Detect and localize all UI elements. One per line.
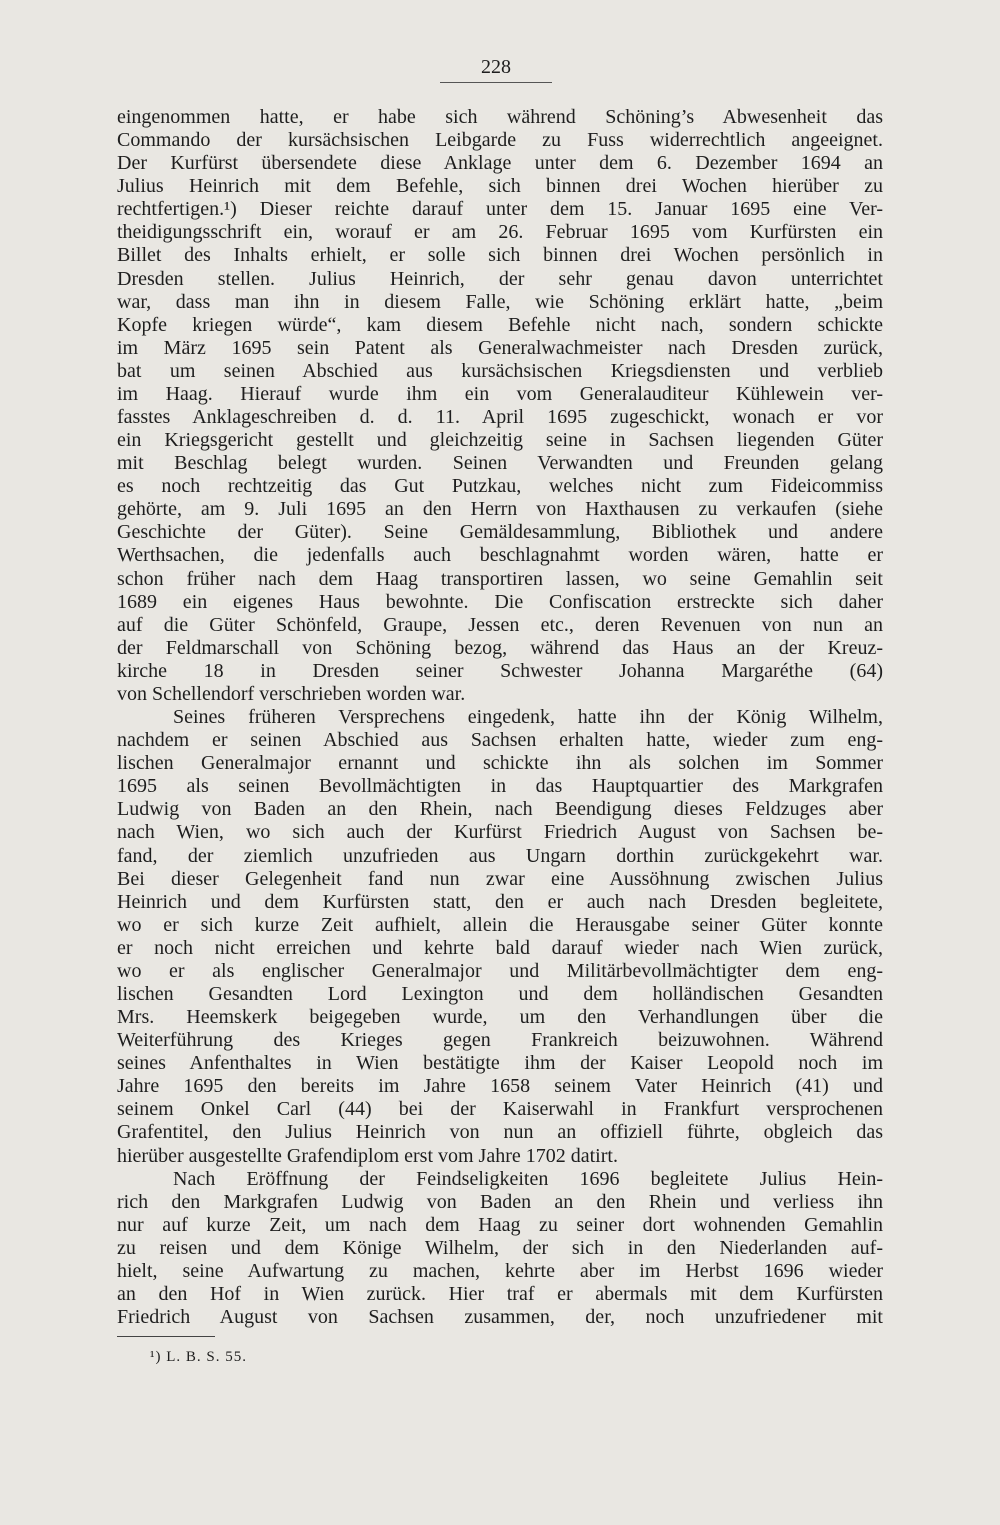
text-line: Billet des Inhalts erhielt, er solle sich binnen drei Wochen persönlich in: [117, 244, 883, 267]
text-line: war, dass man ihn in diesem Falle, wie Schöning erklärt hatte, „beim: [117, 290, 883, 313]
text-line: nachdem er seinen Abschied aus Sachsen erhalten hatte, wieder zum eng-: [117, 729, 883, 752]
text-line: Seines früheren Versprechens eingedenk, hatte ihn der König Wilhelm,: [173, 706, 883, 729]
text-line: ein Kriegsgericht gestellt und gleichzeitig seine in Sachsen liegenden Güter: [117, 429, 883, 452]
text-line: hielt, seine Aufwartung zu machen, kehrte aber im Herbst 1696 wieder: [117, 1259, 883, 1282]
text-line: auf die Güter Schönfeld, Graupe, Jessen etc., deren Revenuen von nun an: [117, 613, 883, 636]
text-line: kirche 18 in Dresden seiner Schwester Johanna Margaréthe (64): [117, 659, 883, 682]
text-line: wo er sich kurze Zeit aufhielt, allein die Herausgabe seiner Güter konnte: [117, 913, 883, 936]
text-line: Nach Eröffnung der Feindseligkeiten 1696 begleitete Julius Hein-: [173, 1167, 883, 1190]
text-line: schon früher nach dem Haag transportiren lassen, wo seine Gemahlin seit: [117, 567, 883, 590]
text-line: der Feldmarschall von Schöning bezog, während das Haus an der Kreuz-: [117, 636, 883, 659]
text-line: hierüber ausgestellte Grafendiplom erst vom Jahre 1702 datirt.: [117, 1144, 618, 1167]
text-line: fand, der ziemlich unzufrieden aus Ungarn dorthin zurückgekehrt war.: [117, 844, 883, 867]
text-line: an den Hof in Wien zurück. Hier traf er abermals mit dem Kurfürsten: [117, 1282, 883, 1305]
text-line: nach Wien, wo sich auch der Kurfürst Friedrich August von Sachsen be-: [117, 821, 883, 844]
text-line: 1689 ein eigenes Haus bewohnte. Die Confiscation erstreckte sich daher: [117, 590, 883, 613]
header-rule: [440, 82, 552, 83]
footnote: ¹) L. B. S. 55.: [150, 1349, 248, 1365]
text-line: Der Kurfürst übersendete diese Anklage unter dem 6. Dezember 1694 an: [117, 152, 883, 175]
text-line: seinem Onkel Carl (44) bei der Kaiserwahl in Frankfurt versprochenen: [117, 1098, 883, 1121]
text-line: im März 1695 sein Patent als Generalwachmeister nach Dresden zurück,: [117, 336, 883, 359]
text-line: lischen Gesandten Lord Lexington und dem holländischen Gesandten: [117, 982, 883, 1005]
text-line: Weiterführung des Krieges gegen Frankreich beizuwohnen. Während: [117, 1029, 883, 1052]
text-line: Werthsachen, die jedenfalls auch beschlagnahmt worden wären, hatte er: [117, 544, 883, 567]
text-line: 1695 als seinen Bevollmächtigten in das Hauptquartier des Markgrafen: [117, 775, 883, 798]
text-line: wo er als englischer Generalmajor und Militärbevollmächtigter dem eng-: [117, 959, 883, 982]
text-line: Ludwig von Baden an den Rhein, nach Beendigung dieses Feldzuges aber: [117, 798, 883, 821]
footnote-rule: [117, 1336, 215, 1337]
text-line: theidigungsschrift ein, worauf er am 26. Februar 1695 vom Kurfürsten ein: [117, 221, 883, 244]
text-line: Grafentitel, den Julius Heinrich von nun an offiziell führte, obgleich das: [117, 1121, 883, 1144]
text-line: lischen Generalmajor ernannt und schickte ihn als solchen im Sommer: [117, 752, 883, 775]
text-line: Heinrich und dem Kurfürsten statt, den er auch nach Dresden begleitete,: [117, 890, 883, 913]
text-line: eingenommen hatte, er habe sich während Schöning’s Abwesenheit das: [117, 106, 883, 128]
text-line: er noch nicht erreichen und kehrte bald darauf wieder nach Wien zurück,: [117, 936, 883, 959]
text-line: fasstes Anklageschreiben d. d. 11. April 1695 zugeschickt, wonach er vor: [117, 406, 883, 429]
text-line: Dresden stellen. Julius Heinrich, der sehr genau davon unterrichtet: [117, 267, 883, 290]
text-line: Bei dieser Gelegenheit fand nun zwar eine Aussöhnung zwischen Julius: [117, 867, 883, 890]
text-line: Commando der kursächsischen Leibgarde zu Fuss widerrechtlich angeeignet.: [117, 129, 883, 152]
page-number: 228: [481, 56, 511, 78]
text-line: Mrs. Heemskerk beigegeben wurde, um den Verhandlungen über die: [117, 1006, 883, 1029]
text-line: bat um seinen Abschied aus kursächsischen Kriegsdiensten und verblieb: [117, 359, 883, 382]
text-line: gehörte, am 9. Juli 1695 an den Herrn von Haxthausen zu verkaufen (siehe: [117, 498, 883, 521]
text-line: im Haag. Hierauf wurde ihm ein vom Generalauditeur Kühlewein ver-: [117, 382, 883, 405]
text-line: Kopfe kriegen würde“, kam diesem Befehle nicht nach, sondern schickte: [117, 313, 883, 336]
text-line: nur auf kurze Zeit, um nach dem Haag zu seiner dort wohnenden Gemahlin: [117, 1213, 883, 1236]
text-line: es noch rechtzeitig das Gut Putzkau, welches nicht zum Fideicommiss: [117, 475, 883, 498]
text-line: seines Anfenthaltes in Wien bestätigte ihm der Kaiser Leopold noch im: [117, 1052, 883, 1075]
text-line: Jahre 1695 den bereits im Jahre 1658 seinem Vater Heinrich (41) und: [117, 1075, 883, 1098]
text-line: rich den Markgrafen Ludwig von Baden an den Rhein und verliess ihn: [117, 1190, 883, 1213]
text-line: von Schellendorf verschrieben worden war.: [117, 682, 466, 705]
body-text: [117, 106, 883, 1329]
text-line: Geschichte der Güter). Seine Gemäldesammlung, Bibliothek und andere: [117, 521, 883, 544]
text-line: Friedrich August von Sachsen zusammen, der, noch unzufriedener mit: [117, 1306, 883, 1329]
text-line: rechtfertigen.¹) Dieser reichte darauf unter dem 15. Januar 1695 eine Ver-: [117, 198, 883, 221]
text-line: mit Beschlag belegt wurden. Seinen Verwandten und Freunden gelang: [117, 452, 883, 475]
text-line: Julius Heinrich mit dem Befehle, sich binnen drei Wochen hierüber zu: [117, 175, 883, 198]
text-line: zu reisen und dem Könige Wilhelm, der sich in den Niederlanden auf-: [117, 1236, 883, 1259]
